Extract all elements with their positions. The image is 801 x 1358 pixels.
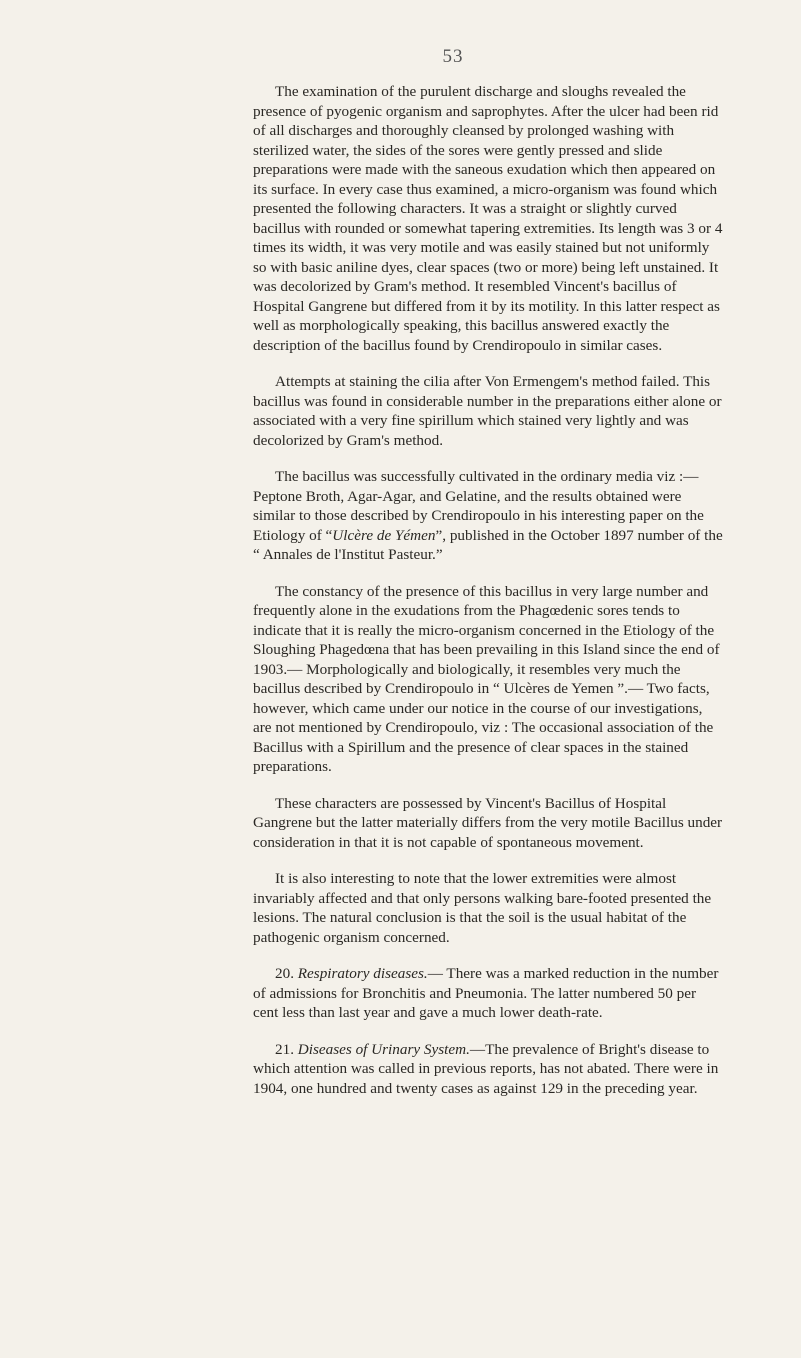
paragraph-urinary: [253, 1040, 723, 1099]
body-text: [253, 82, 723, 1115]
cultivation-text-a: The bacillus was successfully cultivated in the ordinary media viz :—Peptone Broth, Agar-Agar, and Gelatine, and the results obtained were similar to those described by Crendiropoulo in his interesting paper on the Etiology of “: [253, 468, 704, 544]
paragraph-examination: The examination of the purulent discharge and sloughs revealed the presence of pyogenic organism and saprophytes. After the ulcer had been rid of all discharges and thoroughly cleansed by prolonged washing with sterilized water, the sides of the sores were gently pressed and slide preparations were made with the saneous exudation which then appeared on its surface. In every case thus examined, a micro-organism was found which presented the following characters. It was a straight or slightly curved bacillus with rounded or somewhat tapering extremities. Its length was 3 or 4 times its width, it was very motile and was easily stained but not uniformly so with basic aniline dyes, clear spaces (two or more) being left unstained. It was decolorized by Gram's method. It resembled Vincent's bacillus of Hospital Gangrene but differed from it by its motility. In this latter respect as well as morphologically speaking, this bacillus answered exactly the description of the bacillus found by Crendiropoulo in similar cases.: [253, 83, 723, 354]
paragraph-lower-extremities: It is also interesting to note that the lower extremities were almost invariably affected and that only persons walking bare-footed presented the lesions. The natural conclusion is that the soil is the usual habitat of the pathogenic organism concerned.: [253, 870, 712, 946]
page-number: 53: [442, 46, 464, 67]
paragraph-constancy: The constancy of the presence of this bacillus in very large number and frequently alone in the exudations from the Phagœdenic sores tends to indicate that it is really the micro-organism concerned in the Etiology of the Sloughing Phagedœna that has been prevailing in this Island since the end of 1903.— Morphologically and biologically, it resembles very much the bacillus described by Crendiropoulo in “ Ulcères de Yemen ”.— Two facts, however, which came under our notice in the course of our investigations, are not mentioned by Crendiropoulo, viz : The occasional association of the Bacillus with a Spirillum and the presence of clear spaces in the stained preparations.: [253, 582, 720, 775]
section-number-20: 20.: [275, 965, 294, 982]
paragraph-cultivation: [253, 467, 723, 565]
section-heading-respiratory: Respiratory diseases.: [297, 965, 428, 982]
paragraph-cilia-staining: Attempts at staining the cilia after Von Ermengem's method failed. This bacillus was found in considerable number in the preparations either alone or associated with a very fine spirillum which stained very lightly and was decolorized by Gram's method.: [253, 373, 722, 449]
section-heading-urinary: Diseases of Urinary System.: [297, 1040, 470, 1058]
cultivation-text-b: ”, published in the October 1897 number of the “ Annales de l'Institut Pasteur.”: [253, 526, 723, 563]
paragraph-respiratory: [253, 964, 723, 1023]
section-number-21: 21.: [275, 1040, 294, 1058]
urinary-text: —The prevalence of Bright's disease to which attention was called in previous reports, has not abated. There were in 1904, one hundred and twenty cases as against 129 in the preceding year.: [253, 1040, 719, 1097]
cultivation-citation-title: Ulcère de Yémen: [332, 526, 436, 544]
paragraph-vincent-comparison: These characters are possessed by Vincent's Bacillus of Hospital Gangrene but the latter materially differs from the very motile Bacillus under consideration in that it is not capable of spontaneous movement.: [253, 794, 723, 851]
respiratory-text: — There was a marked reduction in the number of admissions for Bronchitis and Pneumonia. The latter numbered 50 per cent less than last year and gave a much lower death-rate.: [253, 965, 719, 1021]
